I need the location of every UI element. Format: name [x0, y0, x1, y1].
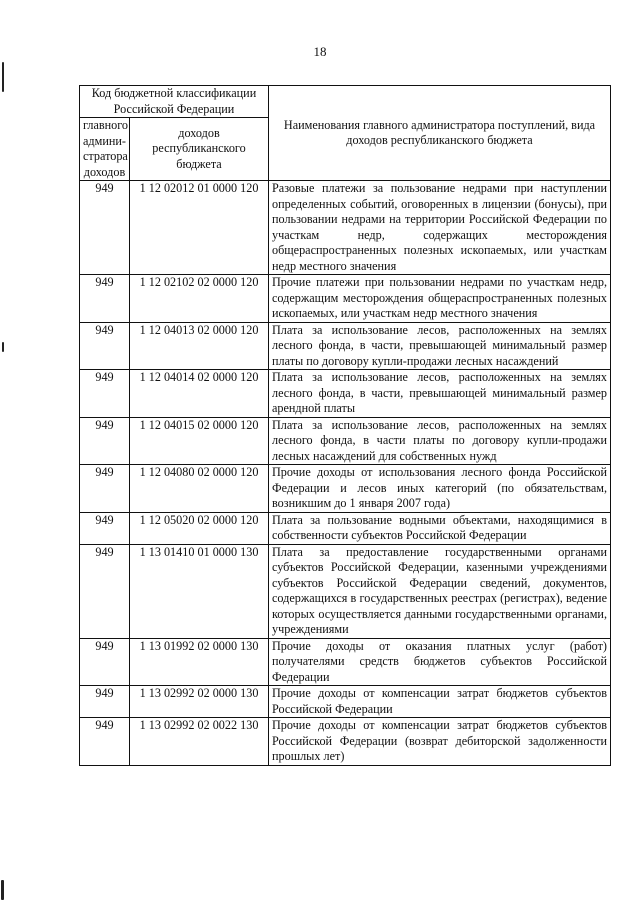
table-row [80, 417, 611, 465]
admin-code-cell: 949 [80, 544, 130, 638]
revenue-code-cell: 1 12 02012 01 0000 120 [130, 181, 269, 275]
revenue-code-cell: 1 13 01992 02 0000 130 [130, 638, 269, 686]
revenue-name-cell: Прочие доходы от компенсации затрат бюджетов субъектов Российской Федерации (возврат дебиторской задолженности прошлых лет) [269, 718, 611, 766]
revenue-name-cell: Плата за пользование водными объектами, находящимися в собственности субъектов Российской Федерации [269, 512, 611, 544]
revenue-code-cell: 1 12 04015 02 0000 120 [130, 417, 269, 465]
revenue-code-cell: 1 13 01410 01 0000 130 [130, 544, 269, 638]
revenue-name-cell: Прочие доходы от компенсации затрат бюджетов субъектов Российской Федерации [269, 686, 611, 718]
admin-code-cell: 949 [80, 417, 130, 465]
revenue-code-cell: 1 12 04013 02 0000 120 [130, 322, 269, 370]
table-row [80, 638, 611, 686]
revenue-code-cell: 1 12 04014 02 0000 120 [130, 370, 269, 418]
admin-code-cell: 949 [80, 638, 130, 686]
table-row [80, 370, 611, 418]
revenue-name-cell: Прочие доходы от оказания платных услуг (работ) получателями средств бюджетов субъектов Российской Федерации [269, 638, 611, 686]
header-classification-group: Код бюджетной классификации Российской Федерации [80, 86, 269, 118]
admin-code-cell: 949 [80, 275, 130, 323]
admin-code-cell: 949 [80, 370, 130, 418]
admin-code-cell: 949 [80, 322, 130, 370]
scan-mark-bottom [1, 880, 4, 900]
revenue-name-cell: Плата за использование лесов, расположенных на землях лесного фонда, в части платы по договору купли-продажи лесных насаждений для собственных нужд [269, 417, 611, 465]
revenue-code-cell: 1 13 02992 02 0022 130 [130, 718, 269, 766]
header-name-column: Наименования главного администратора поступлений, вида доходов республиканского бюджета [269, 86, 611, 181]
revenue-name-cell: Разовые платежи за пользование недрами при наступлении определенных событий, оговоренных в лицензии (бонусы), при пользовании недрами на территории Российской Федерации по участкам недр, содержащих месторождения общераспространенных полезных ископаемых, или участкам недр местного значения [269, 181, 611, 275]
header-admin-column: главного админи-стратора доходов [80, 118, 130, 181]
revenue-name-cell: Прочие доходы от использования лесного фонда Российской Федерации и лесов иных категорий (по обязательствам, возникшим до 1 января 2007 года) [269, 465, 611, 513]
admin-code-cell: 949 [80, 181, 130, 275]
admin-code-cell: 949 [80, 465, 130, 513]
admin-code-cell: 949 [80, 718, 130, 766]
revenue-name-cell: Плата за использование лесов, расположенных на землях лесного фонда, в части, превышающей минимальный размер платы по договору купли-продажи лесных насаждений [269, 322, 611, 370]
revenue-code-cell: 1 12 05020 02 0000 120 [130, 512, 269, 544]
scan-mark-middle [2, 342, 4, 352]
revenue-name-cell: Плата за использование лесов, расположенных на землях лесного фонда, в части, превышающей минимальный размер арендной платы [269, 370, 611, 418]
revenue-code-cell: 1 13 02992 02 0000 130 [130, 686, 269, 718]
header-revenue-column: доходов республиканского бюджета [130, 118, 269, 181]
page-number: 18 [313, 44, 327, 59]
table-row [80, 512, 611, 544]
table-body [80, 181, 611, 766]
header-row-1 [80, 86, 611, 118]
table-row [80, 275, 611, 323]
table-row [80, 544, 611, 638]
table-row [80, 686, 611, 718]
revenue-name-cell: Плата за предоставление государственными органами субъектов Российской Федерации, казенными учреждениями субъектов Российской Федерации сведений, документов, содержащихся в государственных реестрах (регистрах), ведение которых осуществляется данными государственными органами, учреждениями [269, 544, 611, 638]
table-row [80, 181, 611, 275]
table-row [80, 465, 611, 513]
budget-classification-table [79, 85, 611, 766]
scan-mark-top [2, 62, 4, 92]
table-row [80, 322, 611, 370]
admin-code-cell: 949 [80, 512, 130, 544]
table-row [80, 718, 611, 766]
revenue-code-cell: 1 12 02102 02 0000 120 [130, 275, 269, 323]
admin-code-cell: 949 [80, 686, 130, 718]
revenue-code-cell: 1 12 04080 02 0000 120 [130, 465, 269, 513]
revenue-name-cell: Прочие платежи при пользовании недрами по участкам недр, содержащим месторождения общераспространенных полезных ископаемых, или участкам недр местного значения [269, 275, 611, 323]
